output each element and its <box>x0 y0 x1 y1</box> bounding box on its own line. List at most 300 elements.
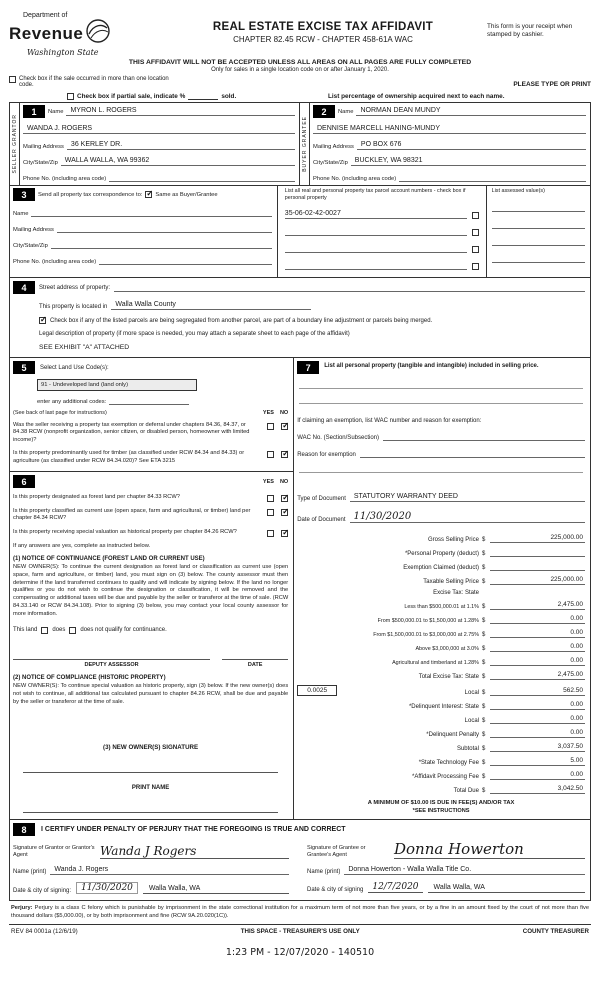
tax-line-value[interactable]: 0.00 <box>490 729 585 738</box>
tax-line-label: *Delinquent Penalty <box>426 732 479 738</box>
tax-line-label: Less than $500,000.01 at 1.1% <box>404 604 479 610</box>
dollar-sign: $ <box>481 646 486 652</box>
tax-row <box>297 562 585 571</box>
correspondence-mailing-row <box>13 224 272 233</box>
no-checkbox[interactable] <box>281 509 288 516</box>
dollar-sign: $ <box>481 718 486 724</box>
document-date-field[interactable]: 11/30/2020 <box>350 511 585 523</box>
minimum-due-note: A MINIMUM OF $10.00 IS DUE IN FEE(S) AND/OR TAX <box>367 800 515 806</box>
wac-label: WAC No. (Section/Subsection) <box>297 435 379 441</box>
notice-continuance-body: NEW OWNER(S): To continue the current designation as forest land or classification as current use (open space, farm and agriculture, or timber) land, you must sign on (3) below. The county assessor must then determine if the land transferred continues to qualify and will indicate by signing below. If the land no longer qualifies or you do not wish to continue the designation or classification, it will be removed and the compensating or additional taxes will be due and payable by the seller or transferor at the time of sale. (RCW 84.33.140 or RCW 84.34.108). Prior to signing (3) below, you may contact your local county assessor for more information. <box>13 563 289 617</box>
does-label: does <box>52 627 66 634</box>
grantee-signature-label: Signature of Grantee or Grantee's Agent <box>307 845 366 859</box>
dollar-sign: $ <box>481 537 486 543</box>
new-owner-signature-group <box>13 732 288 813</box>
print-name-label: PRINT NAME <box>131 785 170 791</box>
county-treasurer-label: COUNTY TREASURER <box>522 928 589 936</box>
assessed-values-list <box>492 203 585 263</box>
name-label: Name <box>48 108 64 115</box>
if-yes-note: If any answers are yes, complete as instructed below. <box>13 542 151 549</box>
deputy-date-cell <box>222 650 288 668</box>
tax-line-value[interactable]: 225,000.00 <box>490 576 585 585</box>
section6-question <box>13 494 288 502</box>
legal-description-label: Legal description of property (if more space is needed, you may attach a separate sheet to each page of the affidavit) <box>39 331 350 337</box>
parcel-list <box>285 210 479 270</box>
seller-name-row <box>23 105 295 118</box>
seller-side-column <box>10 103 20 185</box>
name-label: Name <box>338 108 354 115</box>
tax-row <box>297 657 585 666</box>
seller-section <box>9 102 300 186</box>
tax-line-label: Excise Tax: State <box>433 590 479 596</box>
question-text: Is this property designated as forest land per chapter 84.33 RCW? <box>13 494 180 501</box>
dollar-sign: $ <box>481 746 486 752</box>
personal-property-field-1[interactable] <box>299 374 583 389</box>
question-text: Was the seller receiving a property tax exemption or deferral under chapters 84.36, 84.37, or 84.38 RCW (nonprofit organization, senior citizen, or disabled person, homeowner with limited income)? <box>13 422 250 443</box>
county-row <box>13 301 585 310</box>
warning-note: THIS AFFIDAVIT WILL NOT BE ACCEPTED UNLESS ALL AREAS ON ALL PAGES ARE FULLY COMPLETED <box>128 59 472 66</box>
tax-row <box>297 729 585 738</box>
no-label: NO <box>279 478 289 485</box>
signature-columns <box>13 839 585 894</box>
buyer-mailing-row <box>313 141 586 150</box>
only-sales-note: Only for sales in a single location code on or after January 1, 2020. <box>211 67 389 73</box>
no-checkbox[interactable] <box>281 423 288 430</box>
correspondence-phone-row <box>13 256 272 265</box>
question-text: Is this property receiving special valuation as historical property per chapter 84.26 RCW? <box>13 528 237 535</box>
legal-description-value-row <box>13 344 585 351</box>
dollar-sign: $ <box>481 579 486 585</box>
document-type-label: Type of Document <box>297 496 346 502</box>
tax-line-label: Subtotal <box>456 746 479 752</box>
question-checkboxes <box>261 450 288 465</box>
yes-checkbox[interactable] <box>267 530 274 537</box>
yes-checkbox[interactable] <box>267 423 274 430</box>
section-4-badge: 4 <box>13 281 35 294</box>
tax-row <box>297 643 585 652</box>
grantor-signature[interactable]: Wanda J Rogers <box>100 844 289 859</box>
tax-line-label: Exemption Claimed (deduct) <box>403 565 479 571</box>
tax-line-value[interactable]: 0.00 <box>490 643 585 652</box>
parcel-numbers-block <box>277 186 486 277</box>
send-correspondence-label: Send all property tax correspondence to: <box>38 191 143 198</box>
grantee-print-name[interactable]: Donna Howerton - Walla Walla Title Co. <box>344 866 585 875</box>
parcel-row <box>285 210 479 219</box>
tax-row <box>297 743 585 752</box>
tax-row <box>297 771 585 780</box>
tax-row <box>297 576 585 585</box>
mailing-address-label: Mailing Address <box>13 227 54 233</box>
seller-mailing-row <box>23 141 295 150</box>
section-3-badge: 3 <box>13 188 35 201</box>
buyer-side-label: BUYER GRANTEE <box>301 116 308 172</box>
see-back-note: (See back of last page for instructions) <box>13 410 107 416</box>
does-checkbox[interactable] <box>41 627 48 634</box>
dollar-sign: $ <box>481 674 486 680</box>
legal-description-value[interactable]: SEE EXHIBIT "A" ATTACHED <box>39 344 130 351</box>
parcel-row <box>285 244 479 253</box>
correspondence-city-state-zip[interactable] <box>51 240 272 249</box>
document-group <box>297 484 585 523</box>
grantor-signature-label: Signature of Grantor or Grantor's Agent <box>13 845 95 859</box>
buyer-fields <box>310 103 590 185</box>
county-field[interactable]: Walla Walla County <box>111 301 311 310</box>
yes-checkbox[interactable] <box>267 495 274 502</box>
tax-line-value[interactable] <box>490 548 585 557</box>
assessed-value-field[interactable] <box>492 254 585 263</box>
dollar-sign: $ <box>481 551 486 557</box>
no-label: NO <box>279 410 289 416</box>
correspondence-phone[interactable] <box>99 256 272 265</box>
buyer-name-1[interactable]: NORMAN DEAN MUNDY <box>356 107 586 116</box>
tax-line-label: *Affidavit Processing Fee <box>412 774 479 780</box>
personal-property-checkbox[interactable] <box>472 212 479 219</box>
section-6-head <box>13 475 288 488</box>
seller-fields <box>20 103 299 185</box>
tax-line-value[interactable]: 0.00 <box>490 715 585 724</box>
assessed-values-block <box>486 186 590 277</box>
document-type-row <box>297 493 585 502</box>
grantee-signature[interactable]: Donna Howerton <box>394 840 585 859</box>
same-as-buyer-checkbox[interactable] <box>145 191 152 198</box>
tax-line-value[interactable]: 2,475.00 <box>490 601 585 610</box>
main-columns <box>9 358 591 820</box>
print-name-line[interactable] <box>23 803 278 813</box>
this-land-label: This land <box>13 627 38 634</box>
multi-location-label: Check box if the sale occurred in more than one location code. <box>19 76 169 88</box>
wac-row <box>297 432 585 441</box>
tax-line-label: *State Technology Fee <box>418 760 479 766</box>
personal-property-head <box>297 361 585 374</box>
treasurer-space-label: THIS SPACE - TREASURER'S USE ONLY <box>240 928 360 936</box>
grantor-date-row <box>13 882 289 894</box>
perjury-note <box>9 905 591 920</box>
dollar-sign: $ <box>481 788 486 794</box>
section-5-badge: 5 <box>13 361 35 374</box>
land-use-head <box>13 361 288 374</box>
tax-line-value[interactable]: 3,037.50 <box>490 743 585 752</box>
tax-line-value[interactable]: 0.00 <box>490 701 585 710</box>
notice-compliance-body: NEW OWNER(S): To continue special valuation as historic property, sign (3) below. If the new owner(s) does not wish to continue, all additional tax calculated pursuant to chapter 84.26 RCW, shall be due and payable by the seller or transferor at the time of sale. <box>13 682 289 705</box>
grantee-name-row <box>307 866 585 875</box>
tax-row <box>297 615 585 624</box>
certify-head <box>13 823 585 836</box>
section6-question <box>13 508 288 523</box>
date-city-label: Date & city of signing: <box>13 888 72 894</box>
tax-row <box>297 534 585 543</box>
partial-percent-field[interactable] <box>188 93 218 100</box>
dollar-sign: $ <box>481 732 486 738</box>
multi-location-checkbox[interactable] <box>9 76 16 83</box>
yes-checkbox[interactable] <box>267 509 274 516</box>
dollar-sign: $ <box>481 690 486 696</box>
no-checkbox[interactable] <box>281 530 288 537</box>
section-6-badge: 6 <box>13 475 35 488</box>
section-8 <box>9 820 591 901</box>
tax-line-label: *Delinquent Interest: State <box>408 704 479 710</box>
deputy-assessor-label: DEPUTY ASSESSOR <box>84 661 139 668</box>
continuance-qualify-row <box>13 627 288 634</box>
form-chapter: CHAPTER 82.45 RCW - CHAPTER 458-61A WAC <box>233 35 413 44</box>
deputy-assessor-signature-line[interactable] <box>13 650 210 660</box>
buyer-side-column <box>300 103 310 185</box>
tax-line-value[interactable]: 562.50 <box>490 687 585 696</box>
washington-state-label: Washington State <box>27 48 99 57</box>
tax-line-value[interactable]: 0.00 <box>490 771 585 780</box>
parcel-number-field[interactable] <box>285 227 467 236</box>
tax-row <box>297 757 585 766</box>
grantor-print-name[interactable]: Wanda J. Rogers <box>50 866 289 875</box>
grantor-signature-row <box>13 839 289 859</box>
dollar-sign: $ <box>481 618 486 624</box>
tax-row <box>297 701 585 710</box>
grantee-date-row <box>307 882 585 893</box>
tax-line-value[interactable]: 225,000.00 <box>490 534 585 543</box>
segregated-note: Check box if any of the listed parcels are being segregated from another parcel, are part of a boundary line adjustment or parcels being merged. <box>50 318 433 324</box>
correspondence-mailing-address[interactable] <box>57 224 272 233</box>
assessed-values-header: List assessed value(s) <box>491 188 545 194</box>
dollar-sign: $ <box>481 774 486 780</box>
yes-no-header <box>263 410 288 416</box>
footer-row <box>9 924 591 937</box>
tax-row <box>297 671 585 680</box>
dollar-sign: $ <box>481 660 486 666</box>
name-print-label: Name (print) <box>13 869 47 875</box>
section-5-questions <box>13 422 288 465</box>
seller-name2-row <box>23 125 295 134</box>
tax-line-label: Above $3,000,000 at 3.0% <box>415 646 479 652</box>
grantor-name-row <box>13 866 289 875</box>
section6-question <box>13 529 288 537</box>
local-rate-box[interactable]: 0.0025 <box>297 685 337 696</box>
see-back-row <box>13 410 288 416</box>
tax-row <box>297 548 585 557</box>
receipt-note: This form is your receipt when stamped by cashier. <box>487 23 573 39</box>
no-checkbox[interactable] <box>281 451 288 458</box>
yes-label: YES <box>262 410 274 416</box>
right-column <box>294 358 590 819</box>
buyer-city-state-zip[interactable]: BUCKLEY, WA 98321 <box>351 157 586 166</box>
question-text: Is this property classified as current use (open space, farm and agricultural, or timber) land per chapter 84.34 RCW? <box>13 508 251 522</box>
new-owner-signature-line[interactable] <box>23 763 278 773</box>
segregated-row <box>13 317 585 324</box>
segregated-checkbox[interactable] <box>39 317 46 324</box>
tax-line-label: From $1,500,000.01 to $3,000,000 at 2.75% <box>373 632 479 638</box>
form-header <box>9 12 591 57</box>
personal-property-checkbox[interactable] <box>472 263 479 270</box>
tax-line-value[interactable]: 0.00 <box>490 629 585 638</box>
street-address-field[interactable] <box>114 283 585 292</box>
dollar-sign: $ <box>481 760 486 766</box>
seller-phone[interactable] <box>109 173 295 182</box>
notice-compliance-title: (2) NOTICE OF COMPLIANCE (HISTORIC PROPERTY) <box>13 674 166 681</box>
left-column <box>10 358 294 819</box>
question-checkboxes <box>261 508 288 523</box>
tax-line-value[interactable]: 3,042.50 <box>490 785 585 794</box>
dollar-sign: $ <box>481 565 486 571</box>
tax-line-value[interactable]: 2,475.00 <box>490 671 585 680</box>
deputy-assessor-row <box>13 650 288 668</box>
city-state-zip-label: City/State/Zip <box>23 160 58 166</box>
section-1-badge: 1 <box>23 105 45 118</box>
name-label: Name <box>13 211 29 217</box>
grantor-signing-date[interactable]: 11/30/2020 <box>76 882 138 894</box>
buyer-name-2[interactable]: DENNISE MARCELL HANING-MUNDY <box>313 125 586 134</box>
tax-line-label: *Personal Property (deduct) <box>404 551 479 557</box>
tax-correspondence-head <box>13 188 272 201</box>
dor-logo-icon <box>86 19 110 48</box>
phone-label: Phone No. (including area code) <box>23 176 107 182</box>
additional-codes-field[interactable] <box>109 397 189 405</box>
ownership-percent-note: List percentage of ownership acquired next to each name. <box>328 93 505 100</box>
grantor-signing-city[interactable]: Walla Walla, WA <box>143 885 289 894</box>
tax-line-label: Taxable Selling Price <box>423 579 479 585</box>
section-6-questions <box>13 488 288 537</box>
parcel-row <box>285 227 479 236</box>
does-not-label: does not qualify for continuance. <box>80 627 167 634</box>
land-use-code-select[interactable]: 91 - Undeveloped land (land only) <box>37 379 197 391</box>
correspondence-name[interactable] <box>31 208 271 217</box>
section-2-badge: 2 <box>313 105 335 118</box>
tax-line-value[interactable]: 5.00 <box>490 757 585 766</box>
buyer-mailing-address[interactable]: PO BOX 676 <box>357 141 586 150</box>
multi-location-option <box>9 76 169 88</box>
parties-row <box>9 102 591 186</box>
personal-property-checkbox[interactable] <box>472 246 479 253</box>
tax-line-label: Agricultural and timberland at 1.28% <box>392 660 479 666</box>
section-7-badge: 7 <box>297 361 319 374</box>
buyer-name-row <box>313 105 586 118</box>
additional-codes-row <box>37 397 288 405</box>
title-block <box>159 12 487 57</box>
certify-text: I CERTIFY UNDER PENALTY OF PERJURY THAT THE FOREGOING IS TRUE AND CORRECT <box>41 826 346 833</box>
reason-field[interactable] <box>360 449 585 458</box>
assessed-value-field[interactable] <box>492 203 585 212</box>
tax-row <box>297 715 585 724</box>
deputy-date-line[interactable] <box>222 650 288 660</box>
tax-row <box>297 601 585 610</box>
phone-label: Phone No. (including area code) <box>13 259 97 265</box>
seller-city-row <box>23 157 295 166</box>
tax-row <box>297 590 585 596</box>
reason-field-2[interactable] <box>299 458 583 473</box>
seller-mailing-address[interactable]: 36 KERLEY DR. <box>67 141 295 150</box>
tax-line-label: Total Excise Tax: State <box>418 674 479 680</box>
located-in-label: This property is located in <box>39 304 108 310</box>
tax-line-value[interactable]: 0.00 <box>490 657 585 666</box>
yes-no-header <box>263 479 288 485</box>
does-not-checkbox[interactable] <box>69 627 76 634</box>
department-of-label: Department of <box>23 12 68 19</box>
buyer-city-row <box>313 157 586 166</box>
seller-phone-row <box>23 173 295 182</box>
tax-line-label: Total Due <box>453 788 479 794</box>
assessed-value-field[interactable] <box>492 220 585 229</box>
no-checkbox[interactable] <box>281 495 288 502</box>
yes-checkbox[interactable] <box>267 451 274 458</box>
seller-city-state-zip[interactable]: WALLA WALLA, WA 99362 <box>61 157 295 166</box>
form-rev-number: REV 84 0001a (12/6/19) <box>11 928 78 936</box>
perjury-word: Perjury: <box>11 905 33 911</box>
notice-continuance-title: (1) NOTICE OF CONTINUANCE (FOREST LAND OR CURRENT USE) <box>13 555 205 562</box>
exemption-label: If claiming an exemption, list WAC number and reason for exemption: <box>297 418 482 424</box>
tax-line-label: Gross Selling Price <box>427 537 479 543</box>
revenue-wordmark: Revenue <box>9 23 84 43</box>
phone-label: Phone No. (including area code) <box>313 176 397 182</box>
mailing-address-label: Mailing Address <box>23 144 64 150</box>
parcel-number-field[interactable]: 35-06-02-42-0027 <box>285 210 467 219</box>
tax-table <box>297 529 585 794</box>
tax-line-label: Local <box>464 690 479 696</box>
question-checkboxes <box>261 422 288 444</box>
grantor-signature-block <box>13 839 299 894</box>
dor-logo-block <box>9 12 159 57</box>
reason-row <box>297 449 585 458</box>
document-date-label: Date of Document <box>297 517 346 523</box>
tax-row <box>297 629 585 638</box>
partial-sale-checkbox[interactable] <box>67 93 74 100</box>
new-owner-signature-title: (3) NEW OWNER(S) SIGNATURE <box>103 744 199 751</box>
buyer-phone-row <box>313 173 586 182</box>
tax-row <box>297 785 585 794</box>
document-type-field[interactable]: STATUTORY WARRANTY DEED <box>350 493 585 502</box>
seller-name-1[interactable]: MYRON L. ROGERS <box>66 107 295 116</box>
see-instructions-note: *SEE INSTRUCTIONS <box>412 808 470 814</box>
grantee-signature-block <box>299 839 585 894</box>
mailing-address-label: Mailing Address <box>313 144 354 150</box>
reason-label: Reason for exemption <box>297 452 356 458</box>
seller-name-2[interactable]: WANDA J. ROGERS <box>23 125 295 134</box>
buyer-name2-row <box>313 125 586 134</box>
personal-property-checkbox[interactable] <box>472 229 479 236</box>
street-address-row <box>13 281 585 294</box>
revenue-row <box>9 19 159 48</box>
name-print-label: Name (print) <box>307 869 341 875</box>
street-address-label: Street address of property: <box>39 284 111 291</box>
date-label: DATE <box>247 661 263 668</box>
legal-description-label-row <box>13 331 585 337</box>
partial-sale-option <box>9 93 300 100</box>
deputy-assessor-cell <box>13 650 210 668</box>
correspondence-name-row <box>13 208 272 217</box>
section-3 <box>9 186 591 278</box>
partial-sold-label: sold. <box>221 93 237 100</box>
perjury-text: Perjury is a class C felony which is punishable by imprisonment in the state correctional institution for a maximum term of not more than five years, or by a fine in an amount fixed by the court of not more than five thousand dollars ($5,000.00), or by both imprisonment and fine (RCW 9A.20.020(1C)). <box>11 905 589 919</box>
grantee-signing-date[interactable]: 12/7/2020 <box>368 882 422 893</box>
personal-property-label: List all personal property (tangible and intangible) included in selling price. <box>324 363 539 369</box>
tax-line-label: From $500,000.01 to $1,500,000 at 1.28% <box>377 618 479 624</box>
tax-line-value[interactable]: 0.00 <box>490 615 585 624</box>
seller-side-label: SELLER GRANTOR <box>11 114 18 174</box>
wac-number-field[interactable] <box>383 432 585 441</box>
dollar-sign: $ <box>481 632 486 638</box>
city-state-zip-label: City/State/Zip <box>13 243 48 249</box>
parcel-number-field[interactable] <box>285 244 467 253</box>
grantee-signing-city[interactable]: Walla Walla, WA <box>428 884 585 893</box>
personal-property-field-2[interactable] <box>299 389 583 404</box>
buyer-phone[interactable] <box>399 173 586 182</box>
yes-label: YES <box>262 478 274 485</box>
section-6 <box>10 472 293 819</box>
question-checkboxes <box>261 494 288 502</box>
date-city-label: Date & city of signing <box>307 887 364 893</box>
parcel-number-field[interactable] <box>285 261 467 270</box>
dollar-sign: $ <box>481 604 486 610</box>
assessed-value-field[interactable] <box>492 237 585 246</box>
tax-line-value[interactable] <box>490 562 585 571</box>
form-title: REAL ESTATE EXCISE TAX AFFIDAVIT <box>212 21 434 33</box>
same-as-buyer-label: Same as Buyer/Grantee <box>155 191 218 198</box>
